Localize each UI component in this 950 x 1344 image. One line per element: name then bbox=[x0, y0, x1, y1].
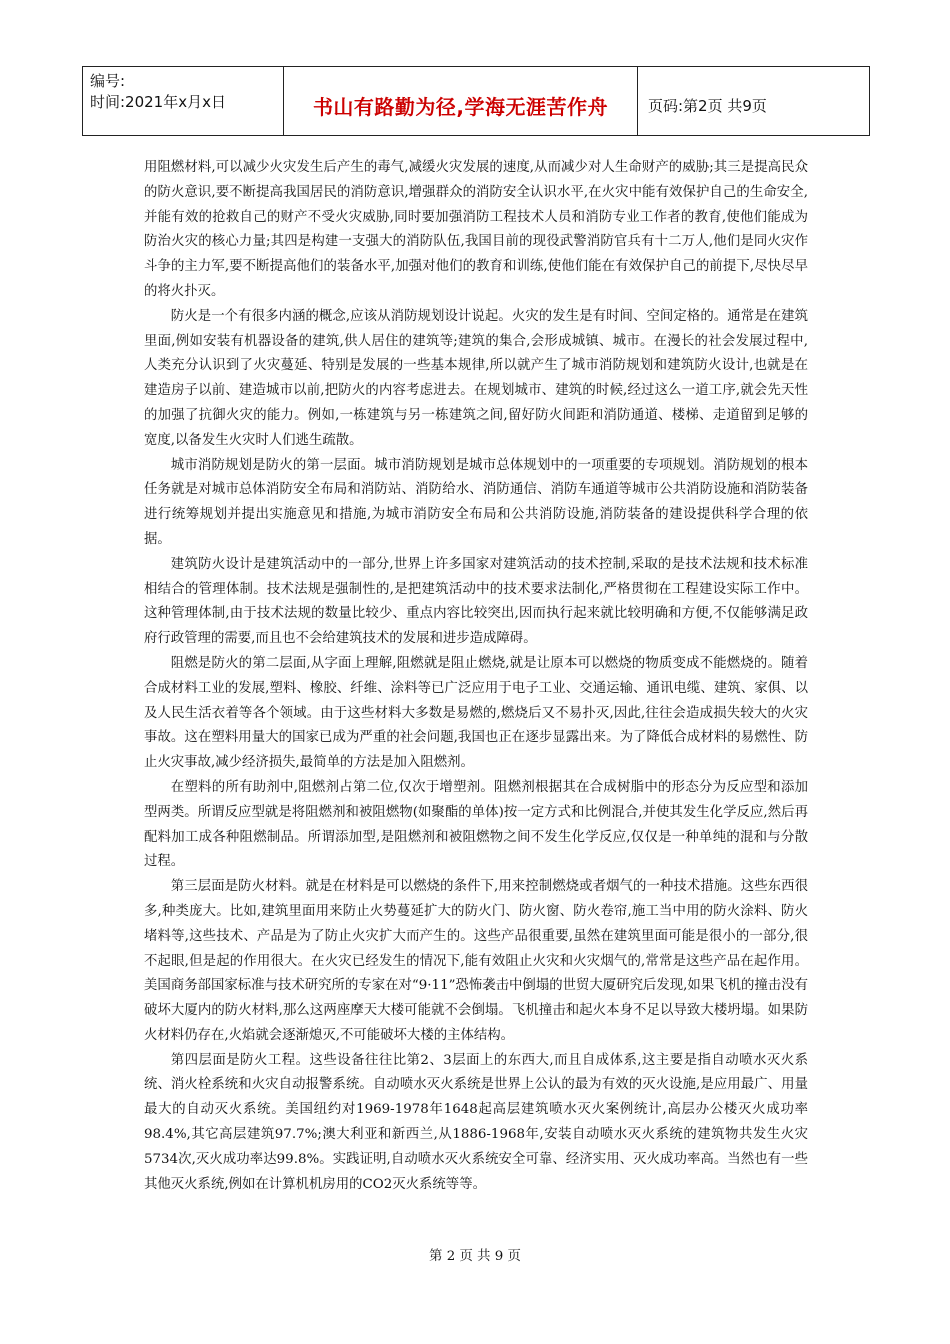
paragraph-6: 在塑料的所有助剂中,阻燃剂占第二位,仅次于增塑剂。阻燃剂根据其在合成树脂中的形态分为反应型和添加型两类。所谓反应型就是将阻燃剂和被阻燃物(如聚酯的单体)按一定方式和比例混合,并使其发生化学反应,然后再配料加工成各种阻燃制品。所谓添加型,是阻燃剂和被阻燃物之间不发生化学反应,仅仅是一种单纯的混和与分散过程。 bbox=[144, 779, 808, 870]
header-meta bbox=[83, 67, 283, 135]
paragraph-2: 防火是一个有很多内涵的概念,应该从消防规划设计说起。火灾的发生是有时间、空间定格的。通常是在建筑里面,例如安装有机器设备的建筑,供人居住的建筑等;建筑的集合,会形成城镇、城市。在漫长的社会发展过程中,人类充分认识到了火灾蔓延、特别是发展的一些基本规律,所以就产生了城市消防规划和建筑防火设计,也就是在建造房子以前、建造城市以前,把防火的内容考虑进去。在规划城市、建筑的时候,经过这么一道工序,就会先天性的加强了抗御火灾的能力。例如,一栋建筑与另一栋建筑之间,留好防火间距和消防通道、楼梯、走道留到足够的宽度,以备发生火灾时人们逃生疏散。 bbox=[144, 308, 808, 448]
paragraph-1: 用阻燃材料,可以减少火灾发生后产生的毒气,减缓火灾发展的速度,从而减少对人生命财产的威胁;其三是提高民众的防火意识,要不断提高我国居民的消防意识,增强群众的消防安全认识水平,在火灾中能有效保护自己的生命安全,并能有效的抢救自己的财产不受火灾威胁,同时要加强消防工程技术人员和消防专业工作者的教育,使他们能成为防治火灾的核心力量;其四是构建一支强大的消防队伍,我国目前的现役武警消防官兵有十二万人,他们是同火灾作斗争的主力军,要不断提高他们的装备水平,加强对他们的教育和训练,使他们能在有效保护自己的前提下,尽快尽早的将火扑灭。 bbox=[144, 160, 808, 299]
paragraph-4: 建筑防火设计是建筑活动中的一部分,世界上许多国家对建筑活动的技术控制,采取的是技术法规和技术标准相结合的管理体制。技术法规是强制性的,是把建筑活动中的技术要求法制化,严格贯彻在工程建设实际工作中。这种管理体制,由于技术法规的数量比较少、重点内容比较突出,因而执行起来就比较明确和方便,不仅能够满足政府行政管理的需要,而且也不会给建筑技术的发展和进步造成障碍。 bbox=[144, 556, 808, 647]
page-header bbox=[82, 66, 870, 136]
paragraph-5: 阻燃是防火的第二层面,从字面上理解,阻燃就是阻止燃烧,就是让原本可以燃烧的物质变成不能燃烧的。随着合成材料工业的发展,塑料、橡胶、纤维、涂料等已广泛应用于电子工业、交通运输、通讯电缆、建筑、家俱、以及人民生活衣着等各个领域。由于这些材料大多数是易燃的,燃烧后又不易扑灭,因此,往往会造成损失较大的火灾事故。这在塑料用量大的国家已成为严重的社会问题,我国也正在逐步显露出来。为了降低合成材料的易燃性、防止火灾事故,减少经济损失,最简单的方法是加入阻燃剂。 bbox=[144, 655, 808, 771]
header-page-number: 页码:第2页 共9页 bbox=[648, 96, 767, 115]
page-footer: 第 2 页 共 9 页 bbox=[429, 1249, 521, 1264]
document-number-label: 编号: bbox=[90, 72, 126, 90]
paragraph-8: 第四层面是防火工程。这些设备往往比第2、3层面上的东西大,而且自成体系,这主要是指自动喷水灭火系统、消火栓系统和火灾自动报警系统。自动喷水灭火系统是世界上公认的最为有效的灭火设施,是应用最广、用量最大的自动灭火系统。美国纽约对1969-1978年1648起高层建筑喷水灭火案例统计,高层办公楼灭火成功率98.4%,其它高层建筑97.7%;澳大利亚和新西兰,从1886-1968年,安装自动喷水灭火系统的建筑物共发生火灾5734次,灭火成功率达99.8%。实践证明,自动喷水灭火系统安全可靠、经济实用、灭火成功率高。当然也有一些其他灭火系统,例如在计算机机房用的CO2灭火系统等等。 bbox=[144, 1052, 808, 1192]
paragraph-3: 城市消防规划是防火的第一层面。城市消防规划是城市总体规划中的一项重要的专项规划。消防规划的根本任务就是对城市总体消防安全布局和消防站、消防给水、消防通信、消防车通道等城市公共消防设施和消防装备进行统筹规划并提出实施意见和措施,为城市消防安全布局和公共消防设施,消防装备的建设提供科学合理的依据。 bbox=[144, 457, 808, 547]
document-body bbox=[144, 156, 808, 1197]
document-time-label: 时间:2021年x月x日 bbox=[90, 93, 226, 111]
header-motto: 书山有路勤为径,学海无涯苦作舟 bbox=[283, 67, 638, 135]
paragraph-7: 第三层面是防火材料。就是在材料是可以燃烧的条件下,用来控制燃烧或者烟气的一种技术措施。这些东西很多,种类庞大。比如,建筑里面用来防止火势蔓延扩大的防火门、防火窗、防火卷帘,施工当中用的防火涂料、防火堵料等,这些技术、产品是为了防止火灾扩大而产生的。这些产品很重要,虽然在建筑里面可能是很小的一部分,很不起眼,但是起的作用很大。在火灾已经发生的情况下,能有效阻止火灾和火灾烟气的,常常是这些产品在起作用。美国商务部国家标准与技术研究所的专家在对“9·11”恐怖袭击中倒塌的世贸大厦研究后发现,如果飞机的撞击没有破坏大厦内的防火材料,那么这两座摩天大楼可能就不会倒塌。飞机撞击和起火本身不足以导致大楼坍塌。如果防火材料仍存在,火焰就会逐渐熄灭,不可能破坏大楼的主体结构。 bbox=[144, 879, 808, 1043]
